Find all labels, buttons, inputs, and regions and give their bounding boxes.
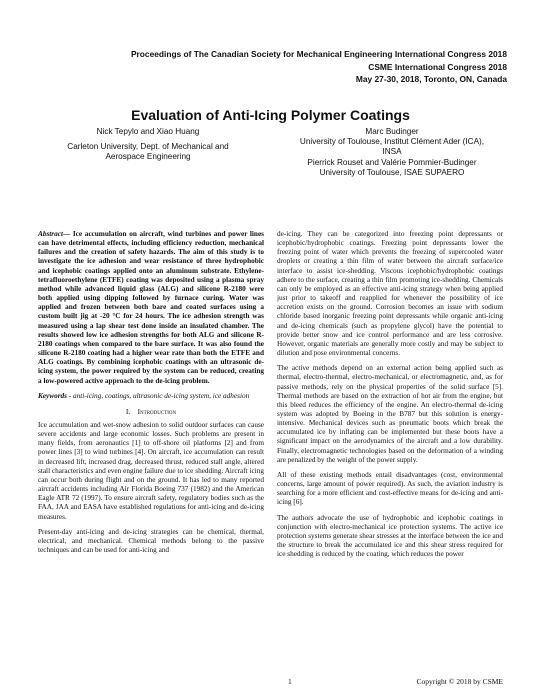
conference-header	[131, 48, 507, 86]
conference-name: Proceedings of The Canadian Society for Mechanical Engineering International Congress 2018	[130, 49, 507, 59]
left-column	[38, 230, 264, 561]
keywords-text: - anti-icing, coatings, ultrasonic de-icing system, ice adhesion	[67, 391, 250, 400]
paper-title: Evaluation of Anti-Icing Polymer Coatings	[131, 107, 410, 123]
author-names: Pierrick Rouset and Valérie Pommier-Budinger	[307, 157, 477, 167]
author-names: Marc Budinger	[365, 127, 419, 136]
author-affiliation: University of Toulouse, Institut Clément Ader (ICA),	[299, 137, 485, 147]
keywords-label: Keywords	[38, 391, 67, 400]
congress-name: CSME International Congress 2018	[368, 61, 507, 72]
author-affiliation: Aerospace Engineering	[105, 152, 191, 162]
section-title: Introduction	[137, 406, 177, 416]
body-paragraph: Present-day anti-icing and de-icing strategies can be chemical, thermal, electrical, and mechanical. Chemical methods belong to the passive techniques and can be used for anti-icing and	[38, 527, 264, 554]
conference-dates: May 27-30, 2018, Toronto, ON, Canada	[355, 74, 507, 84]
body-paragraph: Ice accumulation and wet-snow adhesion to solid outdoor surfaces can cause severe accidents and large economic losses. Such problems are present in many fields, from aeronautics [1] to off-shore oil platforms [2] and from power lines [3] to wind turbines [4]. On aircraft, ice accumulation can result in decreased lift, increased drag, decreased thrust, reduced stall angle, altered stall characteristics and even engine failure due to ice shedding. Aircraft icing can occur both during flight and on the ground. It has led to many reported aircraft accidents including Air Florida Boeing 737 (1982) and the American Eagle ATR 72 (1997). To ensure aircraft safety, regulatory bodies such as the FAA, JAA and EASA have established regulations for anti-icing and de-icing measures.	[38, 420, 264, 521]
keywords	[38, 392, 264, 401]
copyright-notice: Copyright © 2018 by CSME	[416, 677, 503, 686]
body-paragraph: The authors advocate the use of hydrophobic and icephobic coatings in conjunction with electro-mechanical ice protection systems. The active ice protection systems generate shear stresses at the interface between the ice and the structure to break the accumulated ice and this shear stress required for ice shedding is reduced by the coating, which reduces the power	[277, 513, 503, 559]
body-paragraph: All of these existing methods entail disadvantages (cost, environmental concerns, large amount of power required). As such, the aviation industry is searching for a more efficient and cost-effective means for de-icing and anti-icing [6].	[277, 470, 503, 507]
abstract	[38, 230, 264, 386]
author-block-left	[43, 127, 253, 163]
abstract-label: Abstract	[38, 230, 63, 238]
author-names: Nick Tepylo and Xiao Huang	[96, 127, 200, 136]
author-block-right	[278, 127, 506, 178]
page-number: 1	[288, 677, 292, 686]
abstract-text: — Ice accumulation on aircraft, wind turbines and power lines can have detrimental effects, including efficiency reduction, mechanical failures and the creation of safety hazards. The aim of this study is to investigate the ice adhesion and wear resistance of three hydrophobic and icephobic coatings applied onto an aluminum substrate. Ethylene-tetrafluoroethylene (ETFE) coating was deposited using a plasma spray method while advanced liquid glass (ALG) and silicone R-2180 were both applied using dipping followed by furnace curing. Water was applied and frozen between both bare and coated surfaces using a custom built jig at -20 °C for 24 hours. The ice adhesion strength was measured using a lap shear test done inside an insulated chamber. The results showed low ice adhesion strengths for both ALG and silicone R-2180 coatings when compared to the bare surface. It was also found the silicone R-2180 coating had a higher wear rate than both the ETFE and ALG coatings. By combining icephobic coatings with an ultrasonic de-icing system, the power required by the system can be reduced, creating a low-powered active approach to the de-icing problem.	[38, 230, 264, 385]
section-number: I.	[125, 406, 131, 416]
body-paragraph: The active methods depend on an external action being applied such as thermal, electro-thermal, electro-mechanical, or electromagnetic, and, as for passive methods, rely on the physical properties of the solid surface [5]. Thermal methods are based on the extraction of hot air from the engine, but this bleed reduces the efficiency of the engine. An electro-thermal de-icing system was adopted by Boeing in the B787 but this solution is energy-intensive. Mechanical devices such as pneumatic boots which break the accumulated ice by inflating can be implemented but these boots have a significant impact on the aerodynamics of the aircraft and a low durability. Finally, electromagnetic technologies based on the deformation of a winding are penalized by the weight of the power supply.	[277, 364, 503, 464]
author-affiliation: Carleton University, Dept. of Mechanical and	[67, 142, 229, 152]
author-affiliation: INSA	[382, 147, 402, 157]
body-paragraph: de-icing. They can be categorized into freezing point depressants or icephobic/hydrophobic coatings. Freezing point depressants lower the freezing point of water which prevents the freezing of supercooled water droplets or creating a thin film of water between the aircraft surface/ice interface to assist ice-shedding. Viscous icephobic/hydrophobic coatings adhere to the surface, creating a thin film promoting ice-shedding. Chemicals can only be employed as an effective anti-icing strategy when being applied just prior to takeoff and reapplied for whenever the possibility of ice accretion exists on the ground. Corrosion becomes an issue with sodium chloride based inorganic freezing point depressants while organic anti-icing and de-icing chemicals (such as propylene glycol) have the potential to provide better snow and ice control performance and are less corrosive. However, organic materials are generally more costly and may be subject to dilution and pose environmental concerns.	[277, 230, 503, 358]
section-heading	[38, 407, 264, 416]
author-affiliation: University of Toulouse, ISAE SUPAERO	[319, 167, 465, 177]
right-column	[277, 230, 503, 565]
